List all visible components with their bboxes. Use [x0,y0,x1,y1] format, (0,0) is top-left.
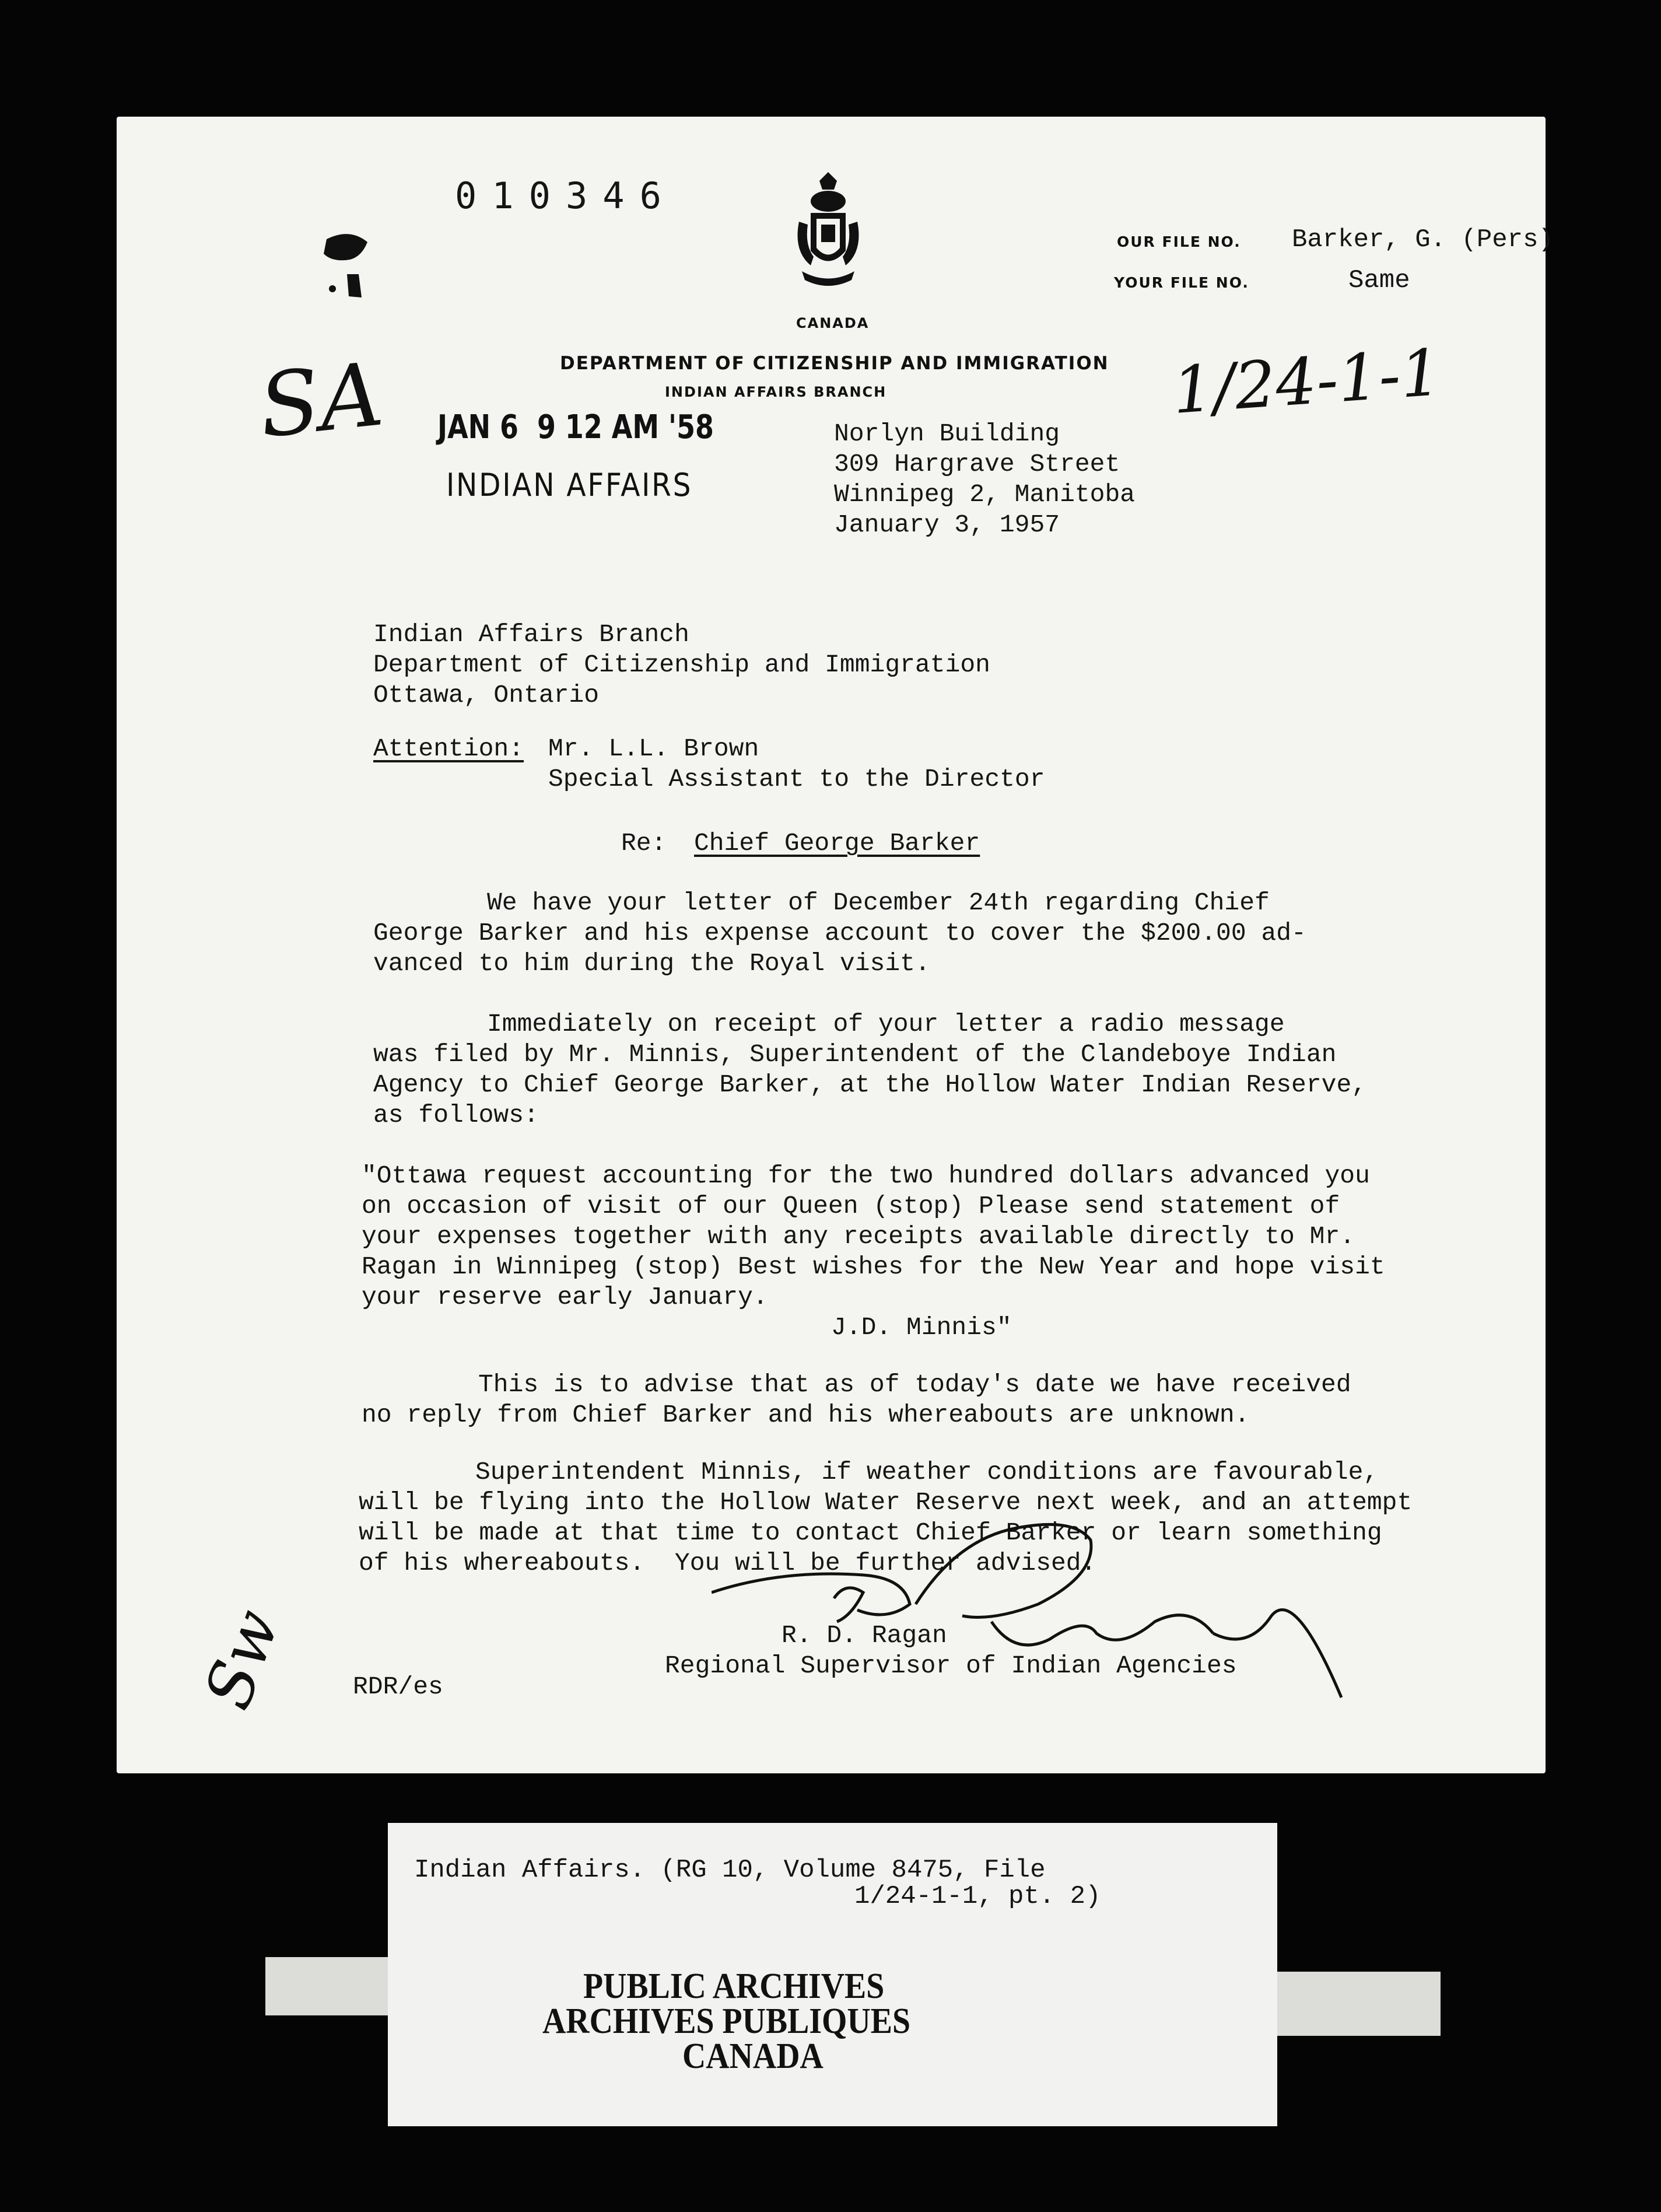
quote-line3: your expenses together with any receipts available directly to Mr. [362,1222,1355,1251]
quote-line2: on occasion of visit of our Queen (stop) Please send statement of [362,1192,1340,1220]
margin-handwritten-initials: Sw [190,1600,294,1718]
body-p4-line4: of his whereabouts. You will be further advised. [359,1549,1096,1577]
body-p1-line2: George Barker and his expense account to cover the $200.00 ad- [373,919,1306,947]
sender-address-line2: 309 Hargrave Street [834,450,1120,478]
archive-strip-right-tab [1277,1972,1441,2036]
body-p2-line4: as follows: [373,1101,539,1129]
signature-title: Regional Supervisor of Indian Agencies [665,1651,1237,1680]
body-p2-line3: Agency to Chief George Barker, at the Hollow Water Indian Reserve, [373,1070,1367,1099]
letter-page [117,117,1554,1773]
quote-line1: "Ottawa request accounting for the two hundred dollars advanced you [362,1161,1370,1190]
your-file-value: Same [1348,266,1410,295]
letter-date: January 3, 1957 [834,510,1060,539]
received-stamp-office: INDIAN AFFAIRS [446,467,693,503]
ink-blot-mark [309,228,391,312]
letterhead-branch: INDIAN AFFAIRS BRANCH [665,384,887,400]
body-p3-line2: no reply from Chief Barker and his whereabouts are unknown. [362,1401,1250,1429]
reference-initials: RDR/es [353,1672,443,1701]
sender-address-line3: Winnipeg 2, Manitoba [834,480,1136,509]
quote-line4: Ragan in Winnipeg (stop) Best wishes for the New Year and hope visit [362,1252,1385,1281]
body-p4-line2: will be flying into the Hollow Water Reserve next week, and an attempt [359,1488,1413,1517]
body-p2-line2: was filed by Mr. Minnis, Superintendent of the Clandeboye Indian [373,1040,1337,1069]
attention-name: Mr. L.L. Brown [548,734,759,763]
handwritten-signature [712,1505,1353,1717]
quote-signature: J.D. Minnis" [831,1313,1012,1342]
received-stamp-date: JAN 6 9 12 AM '58 [437,408,714,446]
attention-label: Attention: [373,734,524,763]
body-p1-line1: We have your letter of December 24th regarding Chief [487,888,1270,917]
letterhead-country: CANADA [796,315,870,331]
quote-line5: your reserve early January. [362,1283,768,1311]
our-file-label: OUR FILE NO. [1117,233,1241,250]
body-p1-line3: vanced to him during the Royal visit. [373,949,930,978]
recipient-line1: Indian Affairs Branch [373,620,689,649]
sender-address-line1: Norlyn Building [834,419,1060,448]
body-p2-line1: Immediately on receipt of your letter a radio message [487,1010,1285,1038]
archive-citation-line1: Indian Affairs. (RG 10, Volume 8475, File [414,1856,1046,1885]
document-number: 010346 [455,174,677,217]
letterhead-department: DEPARTMENT OF CITIZENSHIP AND IMMIGRATION [560,353,1109,374]
body-p4-line3: will be made at that time to contact Chief Barker or learn something [359,1518,1382,1547]
archive-strip-left-tab [265,1957,388,2015]
our-file-value: Barker, G. (Pers) [1292,225,1554,254]
archive-citation-line2: 1/24-1-1, pt. 2) [854,1882,1101,1911]
signature-name: R. D. Ragan [782,1621,947,1650]
body-p3-line1: This is to advise that as of today's date we have received [478,1370,1351,1399]
recipient-line3: Ottawa, Ontario [373,681,600,709]
handwritten-file-number: 1/24-1-1 [1170,335,1444,428]
archive-stamp-line1: PUBLIC ARCHIVES [583,1966,885,2006]
your-file-label: YOUR FILE NO. [1114,274,1249,291]
handwritten-initials: SA [254,344,388,458]
archive-stamp-line3: CANADA [682,2036,824,2076]
coat-of-arms-icon [793,169,863,298]
recipient-line2: Department of Citizenship and Immigration [373,650,990,679]
re-subject: Chief George Barker [694,829,980,858]
body-p4-line1: Superintendent Minnis, if weather conditions are favourable, [475,1458,1379,1486]
archive-stamp-line2: ARCHIVES PUBLIQUES [542,2001,910,2041]
re-label: Re: [621,829,667,858]
attention-title: Special Assistant to the Director [548,765,1045,793]
